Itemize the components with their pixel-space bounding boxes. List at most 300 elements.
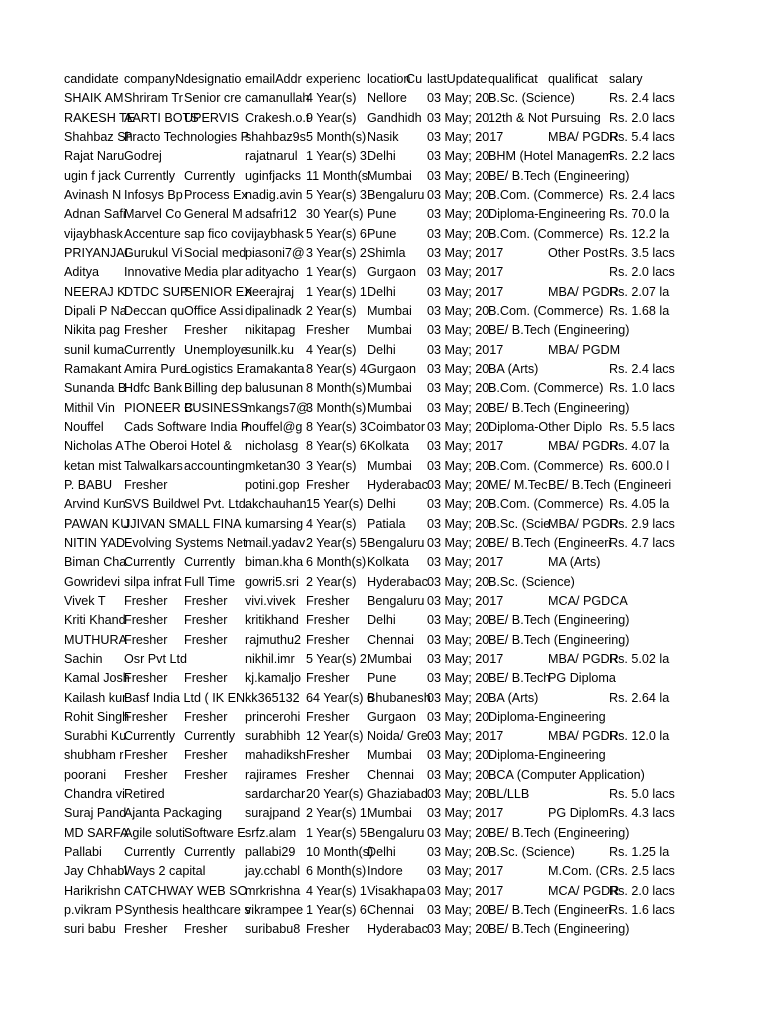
cell-last-update: 03 May; 20: [427, 903, 490, 918]
table-row: [0, 356, 768, 375]
table-row: [0, 627, 768, 646]
cell-location: Mumbai: [367, 168, 412, 183]
cell-last-update: 03 May; 20: [427, 91, 490, 106]
cell-candidate: shubham r: [64, 748, 124, 763]
cell-company: Amira Pure: [124, 361, 187, 376]
cell-email: nikhil.imr: [245, 651, 295, 666]
cell-candidate: ketan mist: [64, 458, 122, 473]
cell-location: Delhi: [367, 613, 396, 628]
table-row: [0, 685, 768, 704]
cell-qualification-1: ME/ M.Tec: [488, 477, 548, 492]
cell-qualification-1: BE/ B.Tech (Engineering): [488, 400, 630, 415]
table-row: [0, 124, 768, 143]
cell-designation: Media plar: [184, 265, 243, 280]
cell-company: Synthesis healthcare s: [124, 903, 251, 918]
cell-company: Osr Pvt Ltd: [124, 651, 187, 666]
cell-email: pallabi29: [245, 845, 296, 860]
cell-candidate: candidate: [64, 72, 119, 86]
cell-qualification-1: BE/ B.Tech (Engineering): [488, 613, 630, 628]
cell-experience: 8 Month(s): [306, 381, 367, 396]
cell-designation: Senior cre: [184, 91, 242, 106]
cell-company: Agile soluti: [124, 825, 185, 840]
cell-email: piasoni7@: [245, 245, 305, 260]
cell-location: Patiala: [367, 516, 406, 531]
cell-qualification-2: PG Diploma: [548, 671, 616, 686]
cell-last-update: 03 May; 20: [427, 709, 490, 724]
cell-location: Bhubanesh: [367, 690, 431, 705]
cell-email: gowri5.sri: [245, 574, 299, 589]
cell-last-update: 03 May; 20: [427, 632, 490, 647]
cell-experience: 4 Year(s): [306, 516, 357, 531]
cell-company: Shriram Tr: [124, 91, 183, 106]
table-row: [0, 453, 768, 472]
cell-experience: 64 Year(s) 6: [306, 690, 374, 705]
cell-candidate: Aditya: [64, 265, 100, 280]
cell-qualification-2: MBA/ PGDR: [548, 729, 619, 744]
cell-qualification-2: MBA/ PGDM: [548, 342, 621, 357]
cell-last-update: 03 May; 2017: [427, 439, 504, 454]
cell-email: mahadiksh: [245, 748, 306, 763]
cell-salary: Rs. 2.9 lacs: [609, 516, 675, 531]
cell-designation: Fresher: [184, 748, 228, 763]
cell-qualification-2: MA (Arts): [548, 555, 601, 570]
table-row: [0, 549, 768, 568]
table-row: [0, 163, 768, 182]
cell-last-update: 03 May; 20: [427, 323, 490, 338]
cell-experience: 8 Year(s) 6: [306, 439, 367, 454]
cell-email: vivi.vivek: [245, 593, 296, 608]
cell-location: Mumbai: [367, 651, 412, 666]
cell-designation: Fresher: [184, 323, 228, 338]
cell-company: Fresher: [124, 709, 168, 724]
cell-company: The Oberoi Hotel &: [124, 439, 232, 454]
cell-candidate: Arvind Kun: [64, 497, 126, 512]
cell-company: Currently: [124, 845, 176, 860]
cell-designation: Full Time: [184, 574, 236, 589]
cell-email: rajirames: [245, 767, 297, 782]
cell-candidate: poorani: [64, 767, 107, 782]
cell-location: Gurgaon: [367, 361, 417, 376]
cell-location: Delhi: [367, 845, 396, 860]
table-row: [0, 105, 768, 124]
cell-location: Mumbai: [367, 806, 412, 821]
table-row: [0, 878, 768, 897]
cell-qualification-1: 12th & Not Pursuing: [488, 110, 601, 125]
cell-experience: Fresher: [306, 613, 350, 628]
cell-qualification-1: B.Com. (Commerce): [488, 303, 604, 318]
cell-email: dipalinadk: [245, 303, 302, 318]
cell-candidate: P. BABU: [64, 477, 113, 492]
cell-designation: Social med: [184, 245, 247, 260]
cell-designation: Currently: [184, 845, 236, 860]
cell-location: Delhi: [367, 342, 396, 357]
cell-experience: Fresher: [306, 748, 350, 763]
cell-company: Retired: [124, 787, 165, 802]
cell-company: Ways 2 capital: [124, 864, 206, 879]
cell-salary: Rs. 2.4 lacs: [609, 187, 675, 202]
cell-last-update: 03 May; 20: [427, 419, 490, 434]
cell-company: Talwalkars: [124, 458, 183, 473]
cell-company: Currently: [124, 729, 176, 744]
cell-designation: Fresher: [184, 767, 228, 782]
cell-company: Innovative: [124, 265, 182, 280]
cell-designation: Billing dep: [184, 381, 243, 396]
cell-email: princerohi: [245, 709, 301, 724]
cell-company: Currently: [124, 342, 176, 357]
cell-location: Delhi: [367, 497, 396, 512]
cell-candidate: Harikrishn: [64, 883, 121, 898]
cell-candidate: Nicholas A: [64, 439, 124, 454]
cell-location: Delhi: [367, 149, 396, 164]
cell-experience: Fresher: [306, 922, 350, 937]
cell-designation: Currently: [184, 168, 236, 183]
cell-last-update: 03 May; 20: [427, 477, 490, 492]
cell-salary: Rs. 5.02 la: [609, 651, 670, 666]
cell-location: Pune: [367, 671, 397, 686]
cell-location: Indore: [367, 864, 403, 879]
cell-location: Hyderabac: [367, 574, 428, 589]
cell-location: Ghaziabad: [367, 787, 428, 802]
cell-designation: Process Ex: [184, 187, 248, 202]
cell-salary: Rs. 12.2 la: [609, 226, 670, 241]
cell-designation: Office Assi: [184, 303, 244, 318]
cell-qualification-1: Diploma-Engineering: [488, 748, 606, 763]
cell-experience: Fresher: [306, 323, 350, 338]
cell-designation: UPERVIS: [184, 110, 240, 125]
cell-email: nouffel@g: [245, 419, 303, 434]
cell-salary: Rs. 2.0 lacs: [609, 110, 675, 125]
cell-salary: Rs. 4.7 lacs: [609, 535, 675, 550]
cell-email: akchauhan: [245, 497, 307, 512]
table-row: [0, 858, 768, 877]
cell-email: Crakesh.o.t: [245, 110, 310, 125]
table-row: [0, 240, 768, 259]
cell-last-update: 03 May; 20: [427, 748, 490, 763]
cell-experience: Fresher: [306, 767, 350, 782]
cell-candidate: Adnan Safi: [64, 207, 126, 222]
cell-candidate: Mithil Vin: [64, 400, 115, 415]
cell-location: Shimla: [367, 245, 406, 260]
table-row: [0, 182, 768, 201]
cell-candidate: Kamal Josh: [64, 671, 130, 686]
cell-company: Evolving Systems Net: [124, 535, 247, 550]
cell-qualification-1: B.Com. (Commerce): [488, 381, 604, 396]
cell-company: Fresher: [124, 748, 168, 763]
cell-last-update: 03 May; 2017: [427, 651, 504, 666]
cell-location: Hyderabac: [367, 922, 428, 937]
cell-email: surajpand: [245, 806, 301, 821]
cell-last-update: 03 May; 20: [427, 574, 490, 589]
cell-last-update: 03 May; 20: [427, 825, 490, 840]
table-row: [0, 742, 768, 761]
cell-last-update: 03 May; 2017: [427, 593, 504, 608]
cell-company: silpa infrat: [124, 574, 182, 589]
cell-experience: 3 Year(s) 2: [306, 245, 367, 260]
cell-candidate: Pallabi: [64, 845, 102, 860]
cell-email: nikitapag: [245, 323, 296, 338]
table-row: [0, 704, 768, 723]
cell-location: Gurgaon: [367, 709, 417, 724]
cell-last-update: 03 May; 20: [427, 187, 490, 202]
cell-location: Visakhapa: [367, 883, 426, 898]
cell-email: rajatnarul: [245, 149, 298, 164]
cell-location: Hyderabac: [367, 477, 428, 492]
cell-last-update: 03 May; 20: [427, 671, 490, 686]
cell-experience: 8 Year(s) 4: [306, 361, 367, 376]
cell-location: Bengaluru: [367, 593, 425, 608]
cell-qualification-1: BE/ B.Tech (Engineeri: [488, 903, 612, 918]
cell-qualification-1: BHM (Hotel Managem: [488, 149, 613, 164]
cell-last-update: 03 May; 20: [427, 922, 490, 937]
cell-salary: Rs. 2.64 la: [609, 690, 670, 705]
cell-email: nadig.avin: [245, 187, 303, 202]
cell-experience: 2 Year(s) 1: [306, 806, 367, 821]
cell-candidate: Sachin: [64, 651, 103, 666]
cell-last-update: 03 May; 20: [427, 690, 490, 705]
cell-qualification-1: BE/ B.Tech (Engineering): [488, 323, 630, 338]
cell-company: DTDC SUP: [124, 284, 189, 299]
cell-company: Accenture sap fico co: [124, 226, 245, 241]
cell-last-update: 03 May; 20: [427, 303, 490, 318]
cell-qualification-2: MBA/ PGDR: [548, 129, 619, 144]
cell-candidate: Vivek T: [64, 593, 106, 608]
cell-last-update: 03 May; 20: [427, 767, 490, 782]
cell-qualification-1: B.Com. (Commerce): [488, 226, 604, 241]
cell-last-update: 03 May; 20: [427, 381, 490, 396]
cell-salary: Rs. 1.0 lacs: [609, 381, 675, 396]
cell-experience: 1 Year(s) 3: [306, 149, 367, 164]
cell-experience: 4 Year(s): [306, 342, 357, 357]
cell-company: Fresher: [124, 671, 168, 686]
cell-company: CATCHWAY WEB SO: [124, 883, 248, 898]
cell-last-update: 03 May; 2017: [427, 245, 504, 260]
cell-designation: Fresher: [184, 709, 228, 724]
cell-company: AARTI BOTS: [124, 110, 199, 125]
cell-experience: 30 Year(s): [306, 207, 364, 222]
table-row: [0, 607, 768, 626]
cell-location: Bengaluru: [367, 535, 425, 550]
cell-email: biman.kha: [245, 555, 304, 570]
cell-location: Mumbai: [367, 303, 412, 318]
cell-company: Fresher: [124, 632, 168, 647]
table-row: [0, 472, 768, 491]
cell-location: Bengaluru: [367, 825, 425, 840]
cell-company: Fresher: [124, 767, 168, 782]
table-row: [0, 259, 768, 278]
cell-qualification-1: B.Sc. (Science): [488, 845, 575, 860]
cell-candidate: Gowridevi: [64, 574, 120, 589]
cell-experience: 4 Year(s): [306, 91, 357, 106]
table-row: [0, 897, 768, 916]
cell-qualification-1: BCA (Computer Application): [488, 767, 645, 782]
cell-candidate: Avinash N: [64, 187, 122, 202]
cell-experience: 1 Year(s) 1: [306, 284, 367, 299]
cell-qualification-1: Diploma-Engineering: [488, 207, 606, 222]
cell-salary: Rs. 2.5 lacs: [609, 864, 675, 879]
cell-location: Chennai: [367, 767, 414, 782]
cell-experience: 6 Month(s): [306, 555, 367, 570]
cell-candidate: Kailash kur: [64, 690, 127, 705]
cell-last-update: 03 May; 20: [427, 361, 490, 376]
cell-location: Mumbai: [367, 381, 412, 396]
cell-salary: Rs. 5.0 lacs: [609, 787, 675, 802]
table-row: [0, 143, 768, 162]
cell-last-update: 03 May; 2017: [427, 806, 504, 821]
cell-candidate: PRIYANJAL: [64, 245, 132, 260]
table-row: [0, 491, 768, 510]
cell-experience: experienc: [306, 72, 361, 86]
cell-location: Pune: [367, 207, 397, 222]
cell-experience: 2 Year(s): [306, 303, 357, 318]
cell-company: PIONEER C: [124, 400, 194, 415]
cell-experience: 12 Year(s): [306, 729, 364, 744]
cell-last-update: 03 May; 20: [427, 168, 490, 183]
cell-salary: Rs. 1.68 la: [609, 303, 670, 318]
table-row: [0, 762, 768, 781]
cell-company: Fresher: [124, 613, 168, 628]
cell-company: Basf India Ltd ( IK EN: [124, 690, 246, 705]
cell-salary: Rs. 1.25 la: [609, 845, 670, 860]
cell-candidate: NEERAJ K: [64, 284, 126, 299]
cell-qualification-1: B.Sc. (Science): [488, 91, 575, 106]
table-row: [0, 530, 768, 549]
cell-email: kj.kamaljo: [245, 671, 301, 686]
cell-experience: 1 Year(s) 5: [306, 825, 367, 840]
cell-candidate: Shahbaz Sh: [64, 129, 133, 144]
cell-salary: Rs. 4.3 lacs: [609, 806, 675, 821]
cell-experience: 2 Year(s): [306, 574, 357, 589]
cell-qualification-2: Other Post: [548, 245, 609, 260]
cell-location: Kolkata: [367, 555, 410, 570]
cell-salary: Rs. 70.0 la: [609, 207, 670, 222]
table-row: [0, 298, 768, 317]
cell-candidate: Ramakant: [64, 361, 122, 376]
cell-company: companyN: [124, 72, 185, 86]
table-row: [0, 916, 768, 935]
cell-candidate: Nouffel: [64, 419, 104, 434]
header-row: [0, 66, 768, 85]
cell-experience: 3 Month(s): [306, 400, 367, 415]
table-row: [0, 433, 768, 452]
cell-candidate: Dipali P Na: [64, 303, 127, 318]
cell-salary: Rs. 2.0 lacs: [609, 265, 675, 280]
cell-email: sunilk.ku: [245, 342, 294, 357]
table-row: [0, 337, 768, 356]
cell-last-update: 03 May; 20: [427, 845, 490, 860]
cell-last-update: 03 May; 2017: [427, 729, 504, 744]
cell-location: Mumbai: [367, 400, 412, 415]
cell-salary: Rs. 4.07 la: [609, 439, 670, 454]
table-row: [0, 723, 768, 742]
cell-candidate: MUTHURA: [64, 632, 127, 647]
cell-salary: Rs. 600.0 l: [609, 458, 670, 473]
table-row: [0, 414, 768, 433]
cell-company: Currently: [124, 168, 176, 183]
table-row: [0, 665, 768, 684]
cell-company: Hdfc Bank: [124, 381, 183, 396]
cell-qualification-2: M.Com. (C: [548, 864, 609, 879]
cell-qualification-1: BA (Arts): [488, 690, 539, 705]
cell-designation: Software E: [184, 825, 246, 840]
cell-last-update: 03 May; 20: [427, 110, 490, 125]
cell-qualification-2: MCA/ PGDCA: [548, 593, 628, 608]
cell-candidate: Chandra vi: [64, 787, 125, 802]
cell-candidate: RAKESH TE: [64, 110, 136, 125]
cell-company: Deccan qu: [124, 303, 185, 318]
cell-email: kk365132: [245, 690, 300, 705]
cell-salary: Rs. 2.07 la: [609, 284, 670, 299]
cell-qualification-2: qualificat: [548, 72, 598, 86]
cell-company: SVS Buildwel Pvt. Ltd.: [124, 497, 250, 512]
cell-email: vikrampee: [245, 903, 304, 918]
cell-designation: Currently: [184, 729, 236, 744]
cell-experience: 5 Year(s) 6: [306, 226, 367, 241]
cell-last-update: lastUpdate: [427, 72, 488, 86]
cell-designation: Fresher: [184, 613, 228, 628]
cell-last-update: 03 May; 20: [427, 497, 490, 512]
cell-company: Fresher: [124, 593, 168, 608]
table-row: [0, 781, 768, 800]
table-row: [0, 511, 768, 530]
cell-experience: 10 Month(s): [306, 845, 374, 860]
cell-experience: 2 Year(s) 5: [306, 535, 367, 550]
cell-last-update: 03 May; 2017: [427, 555, 504, 570]
cell-email: potini.gop: [245, 477, 300, 492]
cell-candidate: NITIN YAD: [64, 535, 126, 550]
cell-experience: Fresher: [306, 477, 350, 492]
table-row: [0, 375, 768, 394]
cell-experience: 8 Year(s) 3: [306, 419, 367, 434]
cell-email: rajmuthu2: [245, 632, 302, 647]
cell-company: Fresher: [124, 477, 168, 492]
cell-designation: Fresher: [184, 671, 228, 686]
cell-email: emailAddr: [245, 72, 302, 86]
cell-qualification-2: PG Diplom: [548, 806, 609, 821]
cell-email: mrkrishna: [245, 883, 301, 898]
cell-salary: Rs. 2.4 lacs: [609, 91, 675, 106]
cell-location: location: [367, 72, 411, 86]
cell-email: mkangs7@: [245, 400, 309, 415]
cell-designation: Fresher: [184, 632, 228, 647]
cell-company: Godrej: [124, 149, 162, 164]
cell-qualification-2: MBA/ PGDR: [548, 516, 619, 531]
cell-qualification-1: Diploma-Engineering: [488, 709, 606, 724]
table-row: [0, 279, 768, 298]
cell-email: srfz.alam: [245, 825, 297, 840]
cell-candidate: Rajat Naru: [64, 149, 125, 164]
cell-qualification-1: BE/ B.Tech (Engineeri: [488, 535, 612, 550]
cell-last-update: 03 May; 20: [427, 535, 490, 550]
cell-current: Cu: [406, 72, 423, 86]
cell-designation: Unemploye: [184, 342, 248, 357]
cell-location: Gurgaon: [367, 265, 417, 280]
cell-last-update: 03 May; 20: [427, 613, 490, 628]
cell-candidate: SHAIK AM: [64, 91, 124, 106]
cell-candidate: vijaybhask: [64, 226, 123, 241]
cell-salary: Rs. 2.2 lacs: [609, 149, 675, 164]
cell-salary: salary: [609, 72, 643, 86]
cell-email: adsafri12: [245, 207, 297, 222]
cell-company: JJIVAN SMALL FINA: [124, 516, 242, 531]
table-row: [0, 820, 768, 839]
cell-qualification-1: B.Com. (Commerce): [488, 497, 604, 512]
cell-candidate: sunil kuma: [64, 342, 125, 357]
cell-candidate: MD SARFA: [64, 825, 129, 840]
cell-last-update: 03 May; 20: [427, 458, 490, 473]
cell-last-update: 03 May; 2017: [427, 864, 504, 879]
cell-designation: Logistics E: [184, 361, 245, 376]
cell-location: Pune: [367, 226, 397, 241]
